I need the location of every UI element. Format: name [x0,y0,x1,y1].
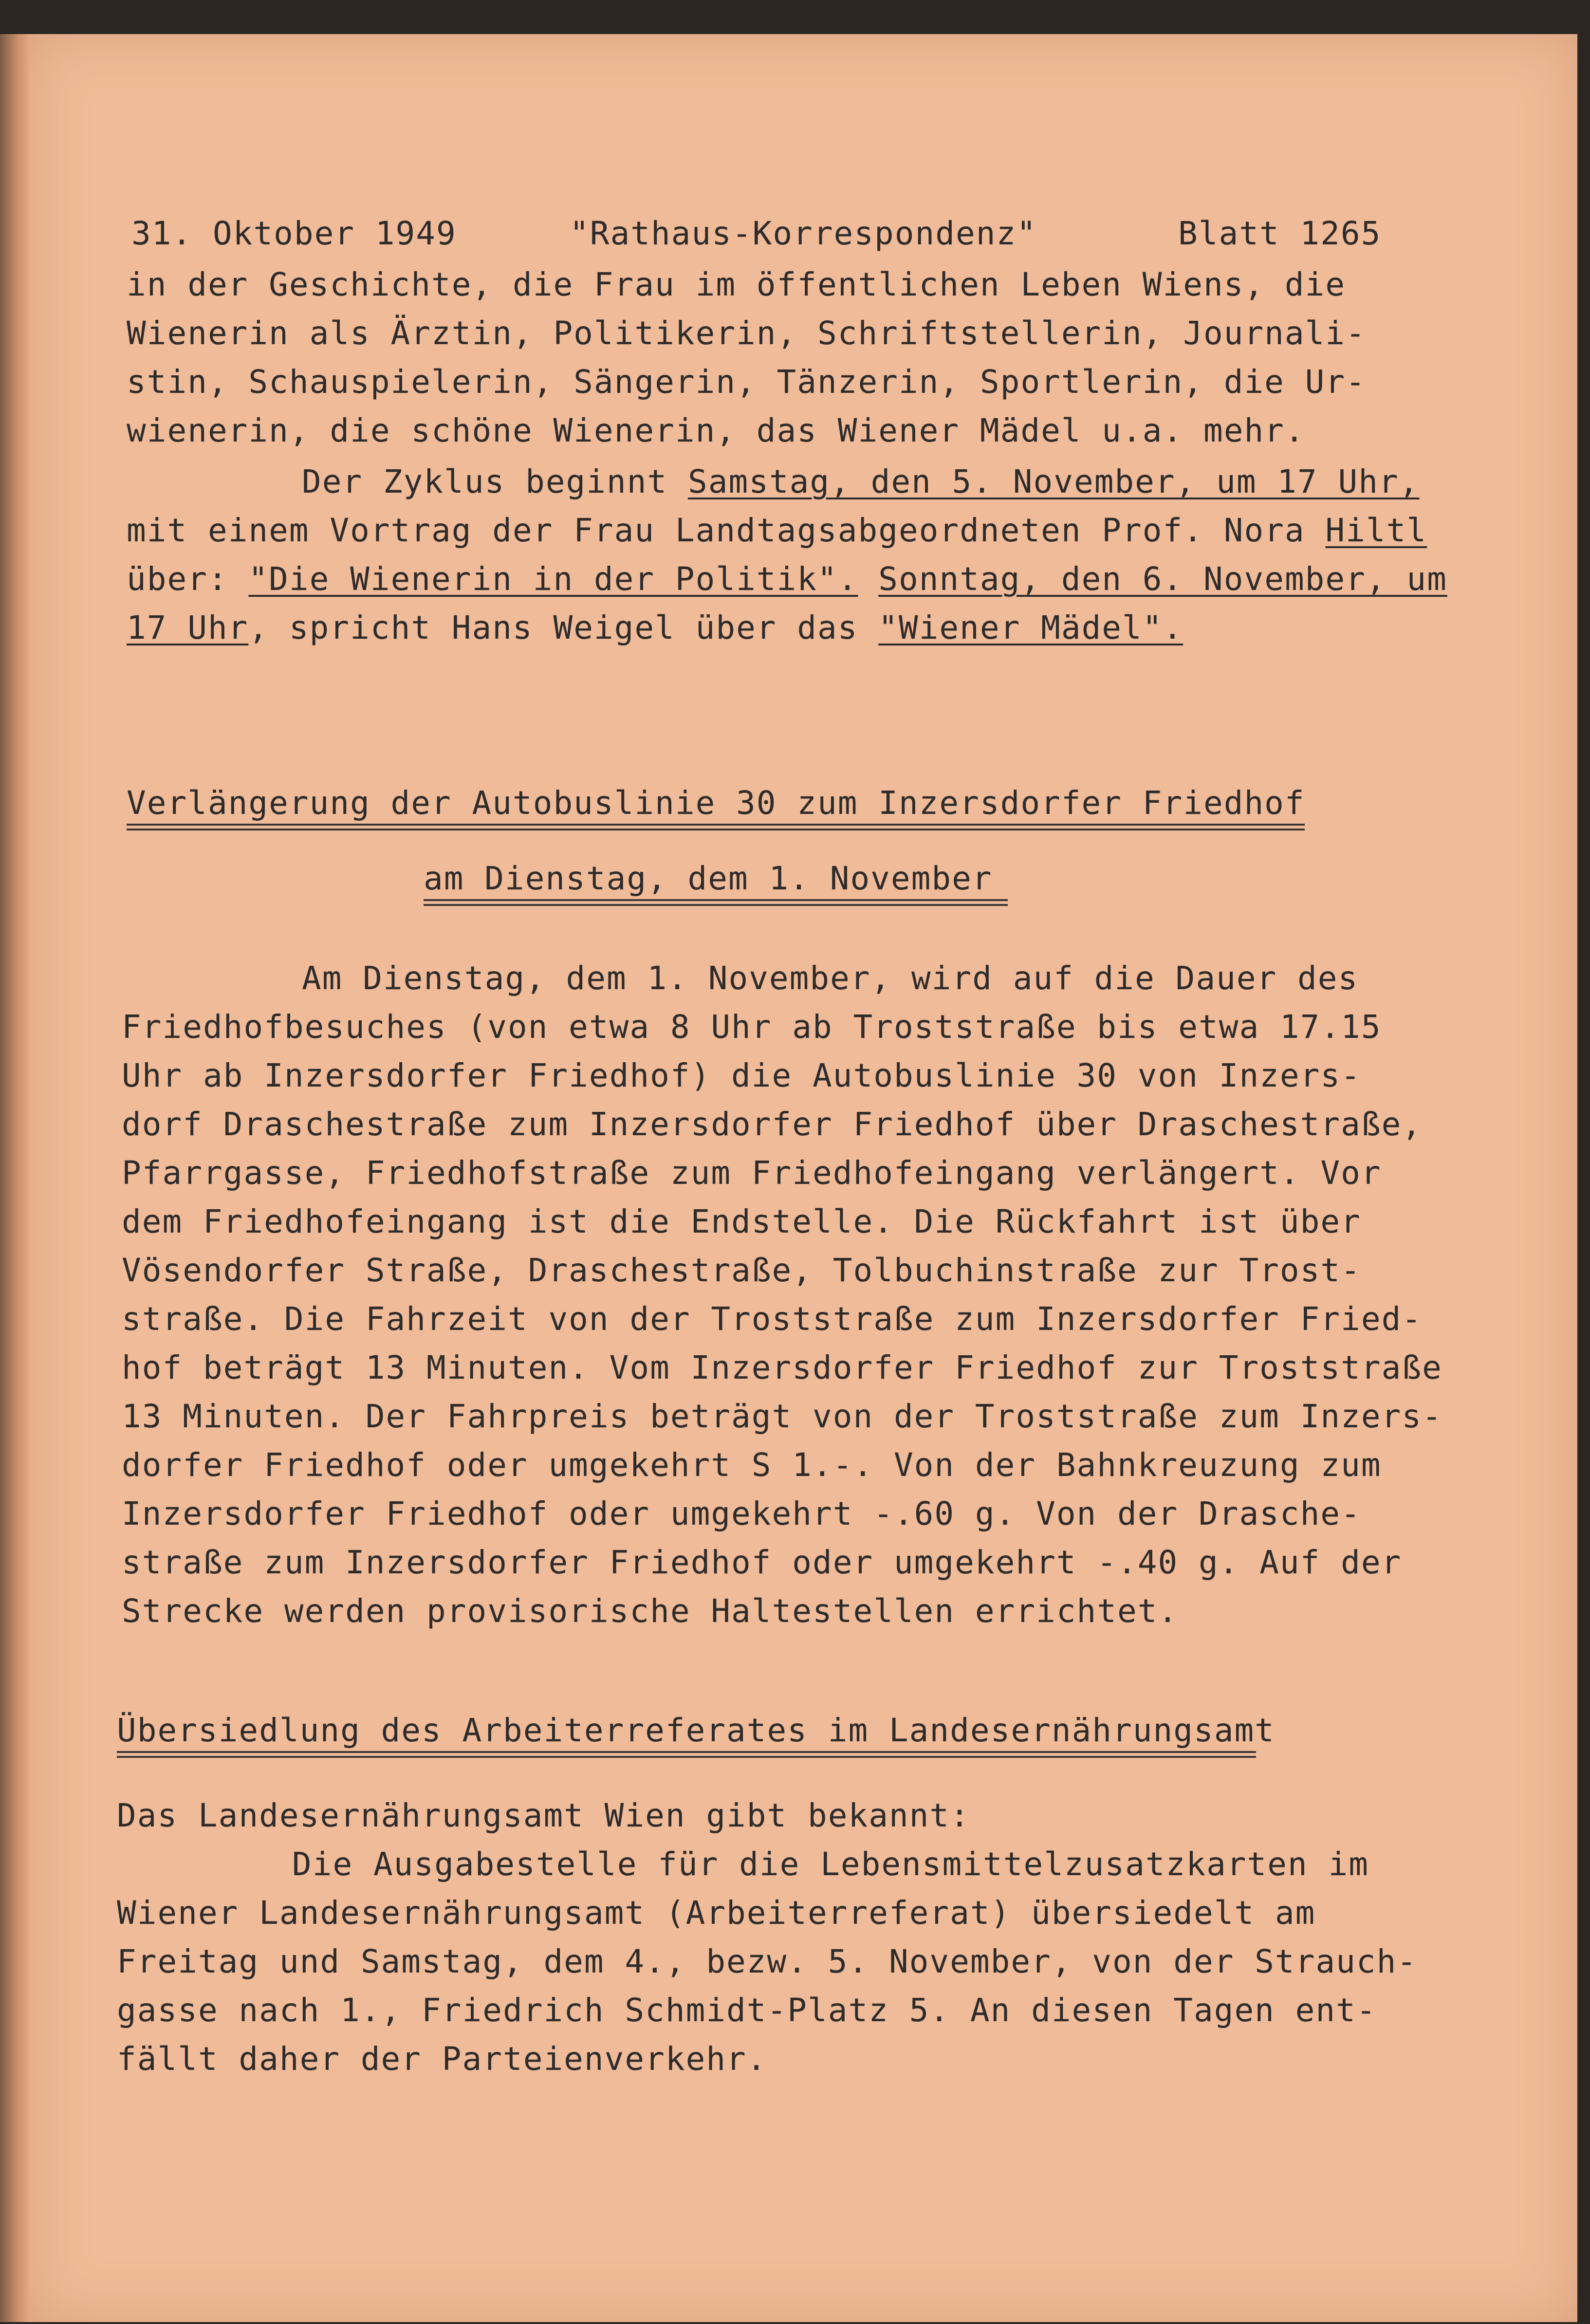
text-line: straße zum Inzersdorfer Friedhof oder umgekehrt -.40 g. Auf der [122,1544,1402,1581]
text-span: , spricht Hans Weigel über das [248,609,879,646]
underlined-lecture-title: "Die Wienerin in der Politik". [248,560,858,598]
text-line: Vösendorfer Straße, Draschestraße, Tolbuchinstraße zur Trost- [122,1252,1361,1289]
text-line: gasse nach 1., Friedrich Schmidt-Platz 5. An diesen Tagen ent- [117,1992,1377,2029]
underlined-lecture-title: "Wiener Mädel". [878,609,1183,646]
text-line [127,609,1183,647]
text-line: Die Ausgabestelle für die Lebensmittelzusatzkarten im [292,1845,1369,1883]
text-line: straße. Die Fahrzeit von der Troststraße zum Inzersdorfer Fried- [122,1300,1423,1338]
text-line: Freitag und Samstag, dem 4., bezw. 5. November, von der Strauch- [117,1943,1418,1980]
header-sheet-number: Blatt 1265 [1178,215,1382,252]
text-line: 13 Minuten. Der Fahrpreis beträgt von der Troststraße zum Inzers- [122,1398,1442,1435]
text-line: Friedhofbesuches (von etwa 8 Uhr ab Troststraße bis etwa 17.15 [122,1008,1382,1046]
text-line: Wienerin als Ärztin, Politikerin, Schriftstellerin, Journali- [127,314,1366,352]
typewritten-page [29,34,1577,2322]
text-line: Inzersdorfer Friedhof oder umgekehrt -.60 g. Von der Drasche- [122,1495,1361,1532]
text-line: Uhr ab Inzersdorfer Friedhof) die Autobuslinie 30 von Inzers- [122,1057,1361,1094]
text-span: mit einem Vortrag der Frau Landtagsabgeordneten Prof. Nora [127,512,1326,549]
text-line: Am Dienstag, dem 1. November, wird auf die Dauer des [302,959,1359,997]
text-line: dorfer Friedhof oder umgekehrt S 1.-. Von der Bahnkreuzung zum [122,1446,1382,1484]
text-line: dem Friedhofeingang ist die Endstelle. Die Rückfahrt ist über [122,1203,1361,1240]
text-line [302,462,1419,501]
underlined-name: Hiltl [1325,512,1427,549]
text-span [858,560,878,598]
header-date: 31. Oktober 1949 [131,215,457,252]
double-rule [127,824,1305,830]
text-line: stin, Schauspielerin, Sängerin, Tänzerin, Sportlerin, die Ur- [127,363,1366,401]
text-line: dorf Draschestraße zum Inzersdorfer Friedhof über Draschestraße, [122,1106,1423,1143]
text-line: Das Landesernährungsamt Wien gibt bekannt: [117,1797,970,1834]
section-heading: Verlängerung der Autobuslinie 30 zum Inzersdorfer Friedhof [127,784,1305,822]
section-heading: Übersiedlung des Arbeiterreferates im Landesernährungsamt [117,1712,1275,1749]
text-line: hof beträgt 13 Minuten. Vom Inzersdorfer Friedhof zur Troststraße [122,1349,1442,1386]
text-line [127,560,1447,599]
text-span: über: [127,560,249,598]
underlined-date: Sonntag, den 6. November, um [878,560,1447,598]
book-binding-edge [0,34,29,2322]
text-line: Wiener Landesernährungsamt (Arbeiterreferat) übersiedelt am [117,1894,1316,1932]
underlined-date: Samstag, den 5. November, um 17 Uhr, [687,463,1420,500]
double-rule [424,899,1008,906]
underlined-time: 17 Uhr [127,609,249,646]
text-line: Pfarrgasse, Friedhofstraße zum Friedhofeingang verlängert. Vor [122,1154,1382,1192]
text-line [127,511,1427,550]
text-line: wienerin, die schöne Wienerin, das Wiener Mädel u.a. mehr. [127,412,1305,449]
text-line: fällt daher der Parteienverkehr. [117,2040,767,2078]
text-line: Strecke werden provisorische Haltestellen errichtet. [122,1592,1179,1630]
section-heading-subline: am Dienstag, dem 1. November [424,860,993,897]
text-line: in der Geschichte, die Frau im öffentlichen Leben Wiens, die [127,266,1346,303]
text-span: Der Zyklus beginnt [302,463,688,500]
header-publication: "Rathaus-Korrespondenz" [570,215,1037,252]
double-rule [117,1751,1256,1758]
